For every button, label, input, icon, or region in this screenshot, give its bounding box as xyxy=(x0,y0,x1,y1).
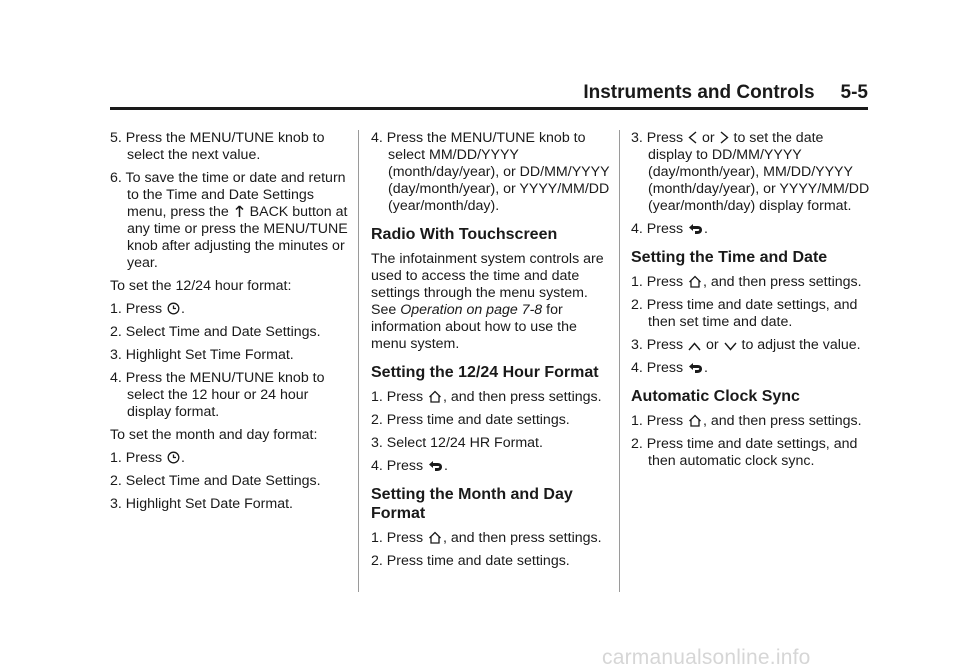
back-arrow-icon xyxy=(234,205,245,218)
list-item: 2. Press time and date settings, and then set time and date. xyxy=(631,297,858,330)
list-item: 3. Select 12/24 HR Format. xyxy=(371,435,543,451)
list-item: 3. Press or to set the date display to DD/MM/YYYY (day/month/year), MM/DD/YYYY (month/day/year), or YYYY/MM/DD (year/month/day) display format. xyxy=(631,130,870,214)
section-heading: Radio With Touchscreen xyxy=(371,226,558,243)
list-item: 4. Press . xyxy=(631,221,708,237)
list-item: 2. Select Time and Date Settings. xyxy=(110,324,321,340)
list-item: 2. Select Time and Date Settings. xyxy=(110,473,321,489)
list-item: 1. Press . xyxy=(110,450,185,466)
list-item: 2. Press time and date settings, and then automatic clock sync. xyxy=(631,436,858,469)
list-item: 1. Press . xyxy=(110,301,185,317)
column-divider-2 xyxy=(619,130,620,592)
paragraph: To set the 12/24 hour format: xyxy=(110,278,292,294)
column-2 xyxy=(371,130,611,576)
home-icon xyxy=(428,390,442,403)
list-item: 3. Highlight Set Time Format. xyxy=(110,347,294,363)
column-3 xyxy=(631,130,871,476)
chevron-right-icon xyxy=(720,131,729,144)
chevron-down-icon xyxy=(724,342,737,351)
list-item: 4. Press . xyxy=(371,458,448,474)
section-heading: Automatic Clock Sync xyxy=(631,388,800,405)
section-heading: Setting the Month and Day Format xyxy=(371,486,573,522)
page-header xyxy=(110,82,868,106)
return-arrow-icon xyxy=(688,362,703,374)
list-item: 3. Press or to adjust the value. xyxy=(631,337,861,353)
chevron-up-icon xyxy=(688,342,701,351)
home-icon xyxy=(688,414,702,427)
header-rule xyxy=(110,107,868,110)
return-arrow-icon xyxy=(428,460,443,472)
paragraph: The infotainment system controls are used to access the time and date settings through the menu system. See Operation on page 7-8 for information about how to use the menu system. xyxy=(371,251,604,352)
list-item: 1. Press , and then press settings. xyxy=(371,389,602,405)
list-item: 4. Press the MENU/TUNE knob to select MM/DD/YYYY (month/day/year), or DD/MM/YYYY (day/month/year), or YYYY/MM/DD (year/month/day). xyxy=(371,130,610,214)
list-item: 6. To save the time or date and return to the Time and Date Settings menu, press the BACK button at any time or press the MENU/TUNE knob after adjusting the minutes or year. xyxy=(110,170,348,271)
section-heading: Setting the Time and Date xyxy=(631,249,828,266)
return-arrow-icon xyxy=(688,223,703,235)
cross-reference: Operation on page 7-8 xyxy=(400,302,543,318)
list-item: 1. Press , and then press settings. xyxy=(371,530,602,546)
list-item: 2. Press time and date settings. xyxy=(371,412,570,428)
home-icon xyxy=(428,531,442,544)
column-1 xyxy=(110,130,355,519)
clock-icon xyxy=(167,451,180,464)
clock-icon xyxy=(167,302,180,315)
home-icon xyxy=(688,275,702,288)
list-item: 1. Press , and then press settings. xyxy=(631,413,862,429)
list-item: 4. Press . xyxy=(631,360,708,376)
page-number: 5-5 xyxy=(840,82,868,103)
watermark: carmanualsonline.info xyxy=(602,646,811,669)
list-item: 3. Highlight Set Date Format. xyxy=(110,496,293,512)
list-item: 2. Press time and date settings. xyxy=(371,553,570,569)
paragraph: To set the month and day format: xyxy=(110,427,318,443)
section-heading: Setting the 12/24 Hour Format xyxy=(371,364,599,381)
list-item: 1. Press , and then press settings. xyxy=(631,274,862,290)
list-item: 4. Press the MENU/TUNE knob to select the 12 hour or 24 hour display format. xyxy=(110,370,325,420)
column-divider-1 xyxy=(358,130,359,592)
chevron-left-icon xyxy=(688,131,697,144)
section-title: Instruments and Controls xyxy=(583,82,815,103)
list-item: 5. Press the MENU/TUNE knob to select the next value. xyxy=(110,130,325,163)
